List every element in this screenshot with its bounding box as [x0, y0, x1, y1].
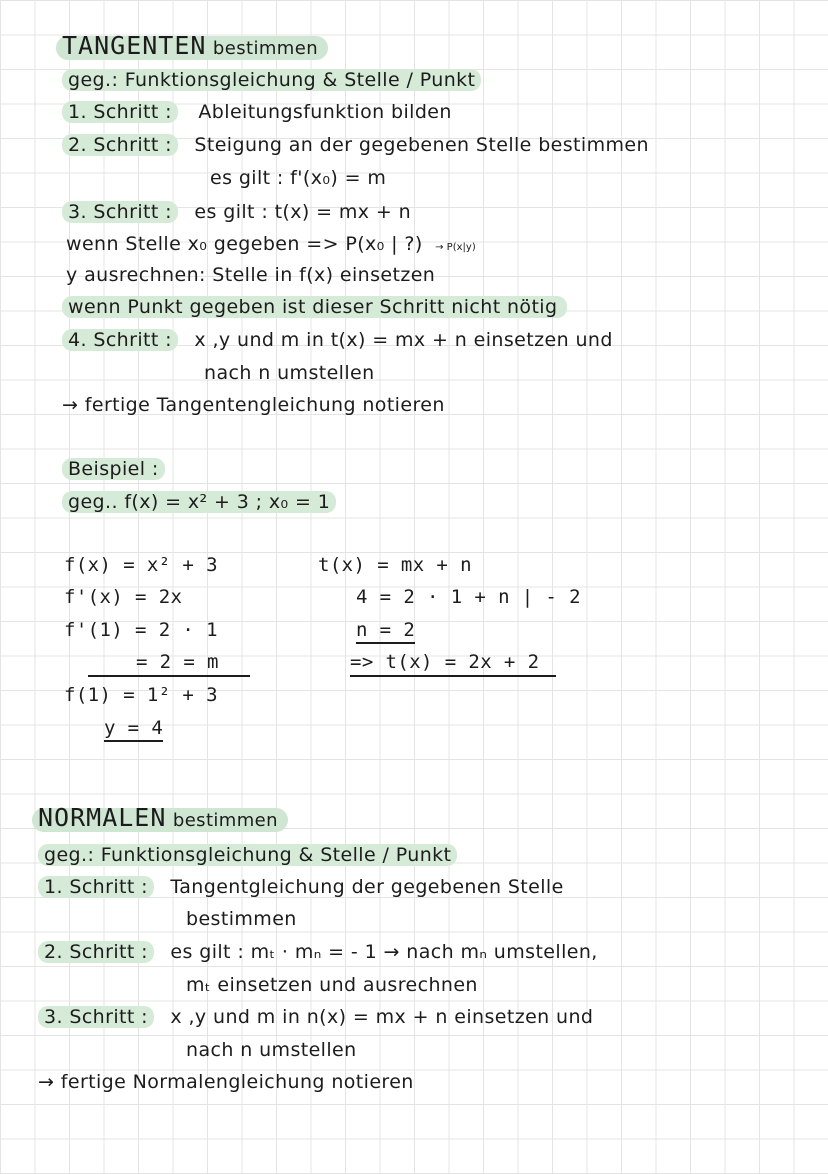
normalen-result: → fertige Normalengleichung notieren — [38, 1071, 414, 1093]
normalen-title-suffix: bestimmen — [172, 810, 278, 831]
beispiel-left-4: = 2 = m — [136, 651, 219, 673]
tangenten-step4-text: x ,y und m in t(x) = mx + n einsetzen und — [194, 329, 613, 351]
tangenten-step3-label: 3. Schritt : — [62, 201, 178, 223]
tangenten-note2: y ausrechnen: Stelle in f(x) einsetzen — [66, 264, 436, 286]
tangenten-step1-label: 1. Schritt : — [62, 101, 178, 123]
tangenten-step4 — [62, 328, 613, 352]
normalen-step3-text2: nach n umstellen — [186, 1039, 357, 1061]
beispiel-left-5: f(1) = 1² + 3 — [64, 684, 218, 706]
tangenten-note1-small: → P(x|y) — [435, 242, 476, 253]
tangenten-step2-label: 2. Schritt : — [62, 134, 178, 156]
tangenten-step4-label: 4. Schritt : — [62, 329, 178, 351]
tangenten-step3-text: es gilt : t(x) = mx + n — [194, 201, 412, 223]
tangenten-note3: wenn Punkt gegeben ist dieser Schritt nicht nötig — [62, 295, 567, 319]
normalen-step1-label: 1. Schritt : — [38, 876, 154, 898]
tangenten-step3 — [62, 200, 411, 224]
tangenten-step4-text2: nach n umstellen — [204, 362, 375, 384]
normalen-step2-text: es gilt : mₜ · mₙ = - 1 → nach mₙ umstellen, — [170, 941, 598, 963]
normalen-step2-label: 2. Schritt : — [38, 941, 154, 963]
normalen-step3-label: 3. Schritt : — [38, 1006, 154, 1028]
normalen-heading — [32, 803, 288, 833]
beispiel-left-3: f'(1) = 2 · 1 — [64, 619, 218, 641]
tangenten-note1-text: wenn Stelle x₀ gegeben => P(x₀ | ?) — [66, 233, 423, 255]
tangenten-note1 — [66, 232, 476, 260]
beispiel-left-2: f'(x) = 2x — [64, 586, 183, 608]
normalen-step3-text: x ,y und m in n(x) = mx + n einsetzen und — [170, 1006, 594, 1028]
normalen-step1-text: Tangentgleichung der gegebenen Stelle — [170, 876, 564, 898]
tangenten-title: TANGENTEN — [62, 31, 207, 60]
tangenten-step2-text2: es gilt : f'(x₀) = m — [210, 167, 387, 189]
beispiel-right-separator — [350, 675, 556, 677]
beispiel-right-2: 4 = 2 · 1 + n | - 2 — [356, 586, 581, 608]
normalen-given: geg.: Funktionsgleichung & Stelle / Punkt — [38, 843, 457, 867]
tangenten-step2 — [62, 133, 649, 157]
tangenten-title-suffix: bestimmen — [212, 38, 319, 59]
beispiel-label: Beispiel : — [62, 457, 165, 481]
beispiel-left-separator — [88, 675, 250, 677]
beispiel-given: geg.. f(x) = x² + 3 ; x₀ = 1 — [62, 490, 336, 514]
normalen-step1-text2: bestimmen — [186, 908, 297, 930]
beispiel-right-1: t(x) = mx + n — [318, 554, 472, 576]
beispiel-left-1: f(x) = x² + 3 — [64, 554, 218, 576]
normalen-title: NORMALEN — [38, 803, 167, 832]
beispiel-left-6: y = 4 — [104, 716, 163, 740]
normalen-step1 — [38, 875, 564, 899]
normalen-step2-text2: mₜ einsetzen und ausrechnen — [186, 974, 478, 996]
tangenten-step2-text: Steigung an der gegebenen Stelle bestimmen — [194, 134, 649, 156]
tangenten-step1 — [62, 100, 452, 124]
tangenten-given: geg.: Funktionsgleichung & Stelle / Punkt — [62, 68, 481, 92]
tangenten-result: → fertige Tangentengleichung notieren — [62, 394, 445, 416]
beispiel-right-4: => t(x) = 2x + 2 — [350, 651, 540, 673]
normalen-step3 — [38, 1005, 593, 1029]
tangenten-heading — [56, 31, 328, 61]
tangenten-step1-text: Ableitungsfunktion bilden — [198, 101, 452, 123]
beispiel-right-3: n = 2 — [356, 618, 415, 642]
normalen-step2 — [38, 940, 598, 964]
